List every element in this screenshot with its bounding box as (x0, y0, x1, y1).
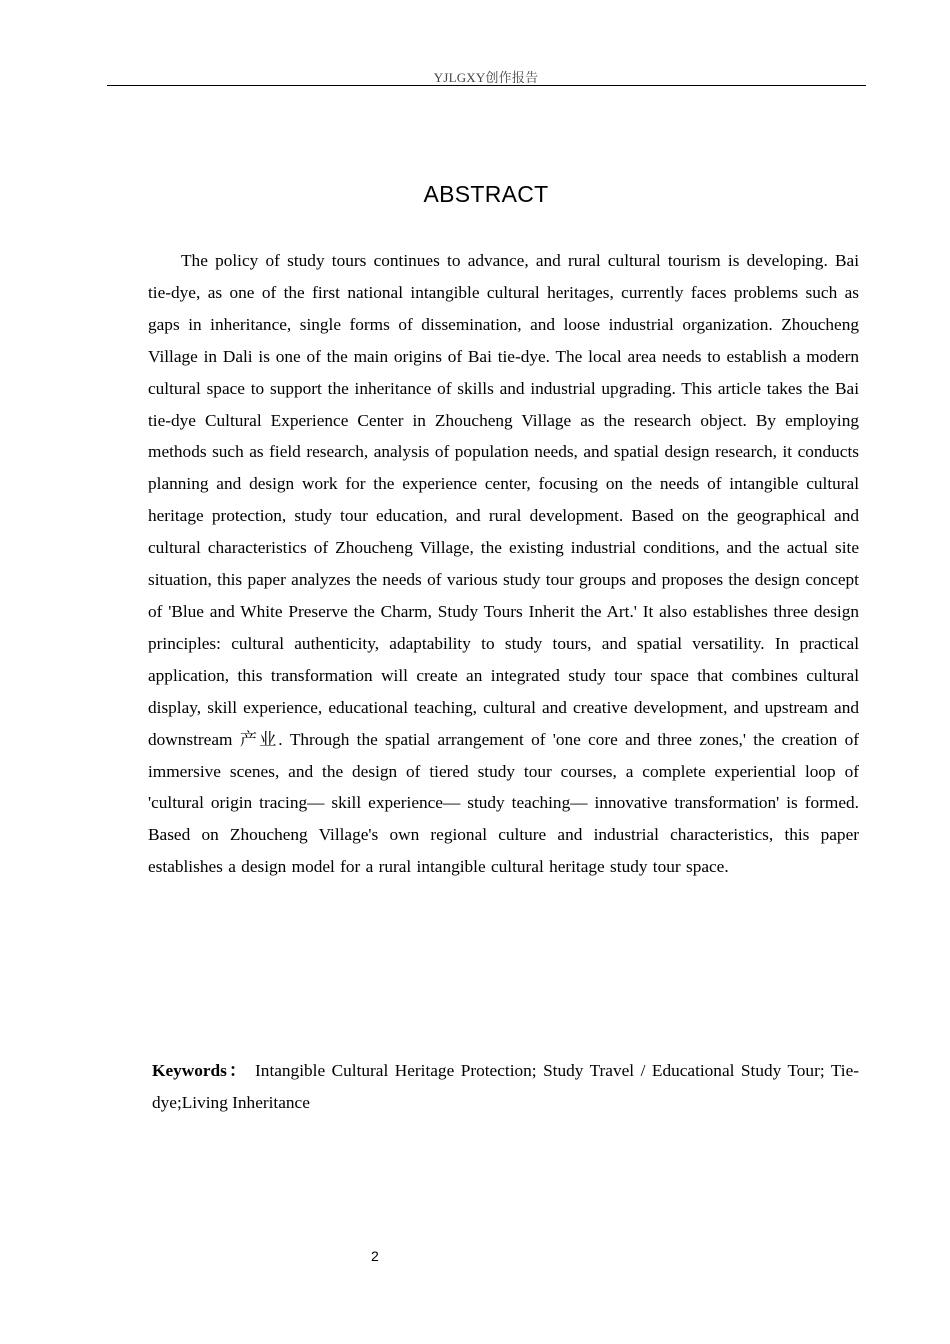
page-number: 2 (371, 1248, 379, 1264)
keywords-text: Intangible Cultural Heritage Protection; Study Travel / Educational Study Tour; Tie-dye;Living Inheritance (152, 1061, 859, 1112)
abstract-title: ABSTRACT (423, 181, 549, 207)
header-divider (107, 85, 866, 86)
keywords-line (152, 1055, 859, 1119)
running-header: YJLGXY创作报告 (433, 70, 539, 85)
keywords-label: Keywords： (152, 1061, 249, 1080)
abstract-paragraph: The policy of study tours continues to advance, and rural cultural tourism is developing. Bai tie-dye, as one of the first national intangible cultural heritages, currently faces problems such as gaps in inheritance, single forms of dissemination, and loose industrial organization. Zhoucheng Village in Dali is one of the main origins of Bai tie-dye. The local area needs to establish a modern cultural space to support the inheritance of skills and industrial upgrading. This article takes the Bai tie-dye Cultural Experience Center in Zhoucheng Village as the research object. By employing methods such as field research, analysis of population needs, and spatial design research, it conducts planning and design work for the experience center, focusing on the needs of intangible cultural heritage protection, study tour education, and rural development. Based on the geographical and cultural characteristics of Zhoucheng Village, the existing industrial conditions, and the actual site situation, this paper analyzes the needs of various study tour groups and proposes the design concept of 'Blue and White Preserve the Charm, Study Tours Inherit the Art.' It also establishes three design principles: cultural authenticity, adaptability to study tours, and spatial versatility. In practical application, this transformation will create an integrated study tour space that combines cultural display, skill experience, educational teaching, cultural and creative development, and upstream and downstream 产业. Through the spatial arrangement of 'one core and three zones,' the creation of immersive scenes, and the design of tiered study tour courses, a complete experiential loop of 'cultural origin tracing— skill experience— study teaching— innovative transformation' is formed. Based on Zhoucheng Village's own regional culture and industrial characteristics, this paper establishes a design model for a rural intangible cultural heritage study tour space. (148, 251, 859, 877)
